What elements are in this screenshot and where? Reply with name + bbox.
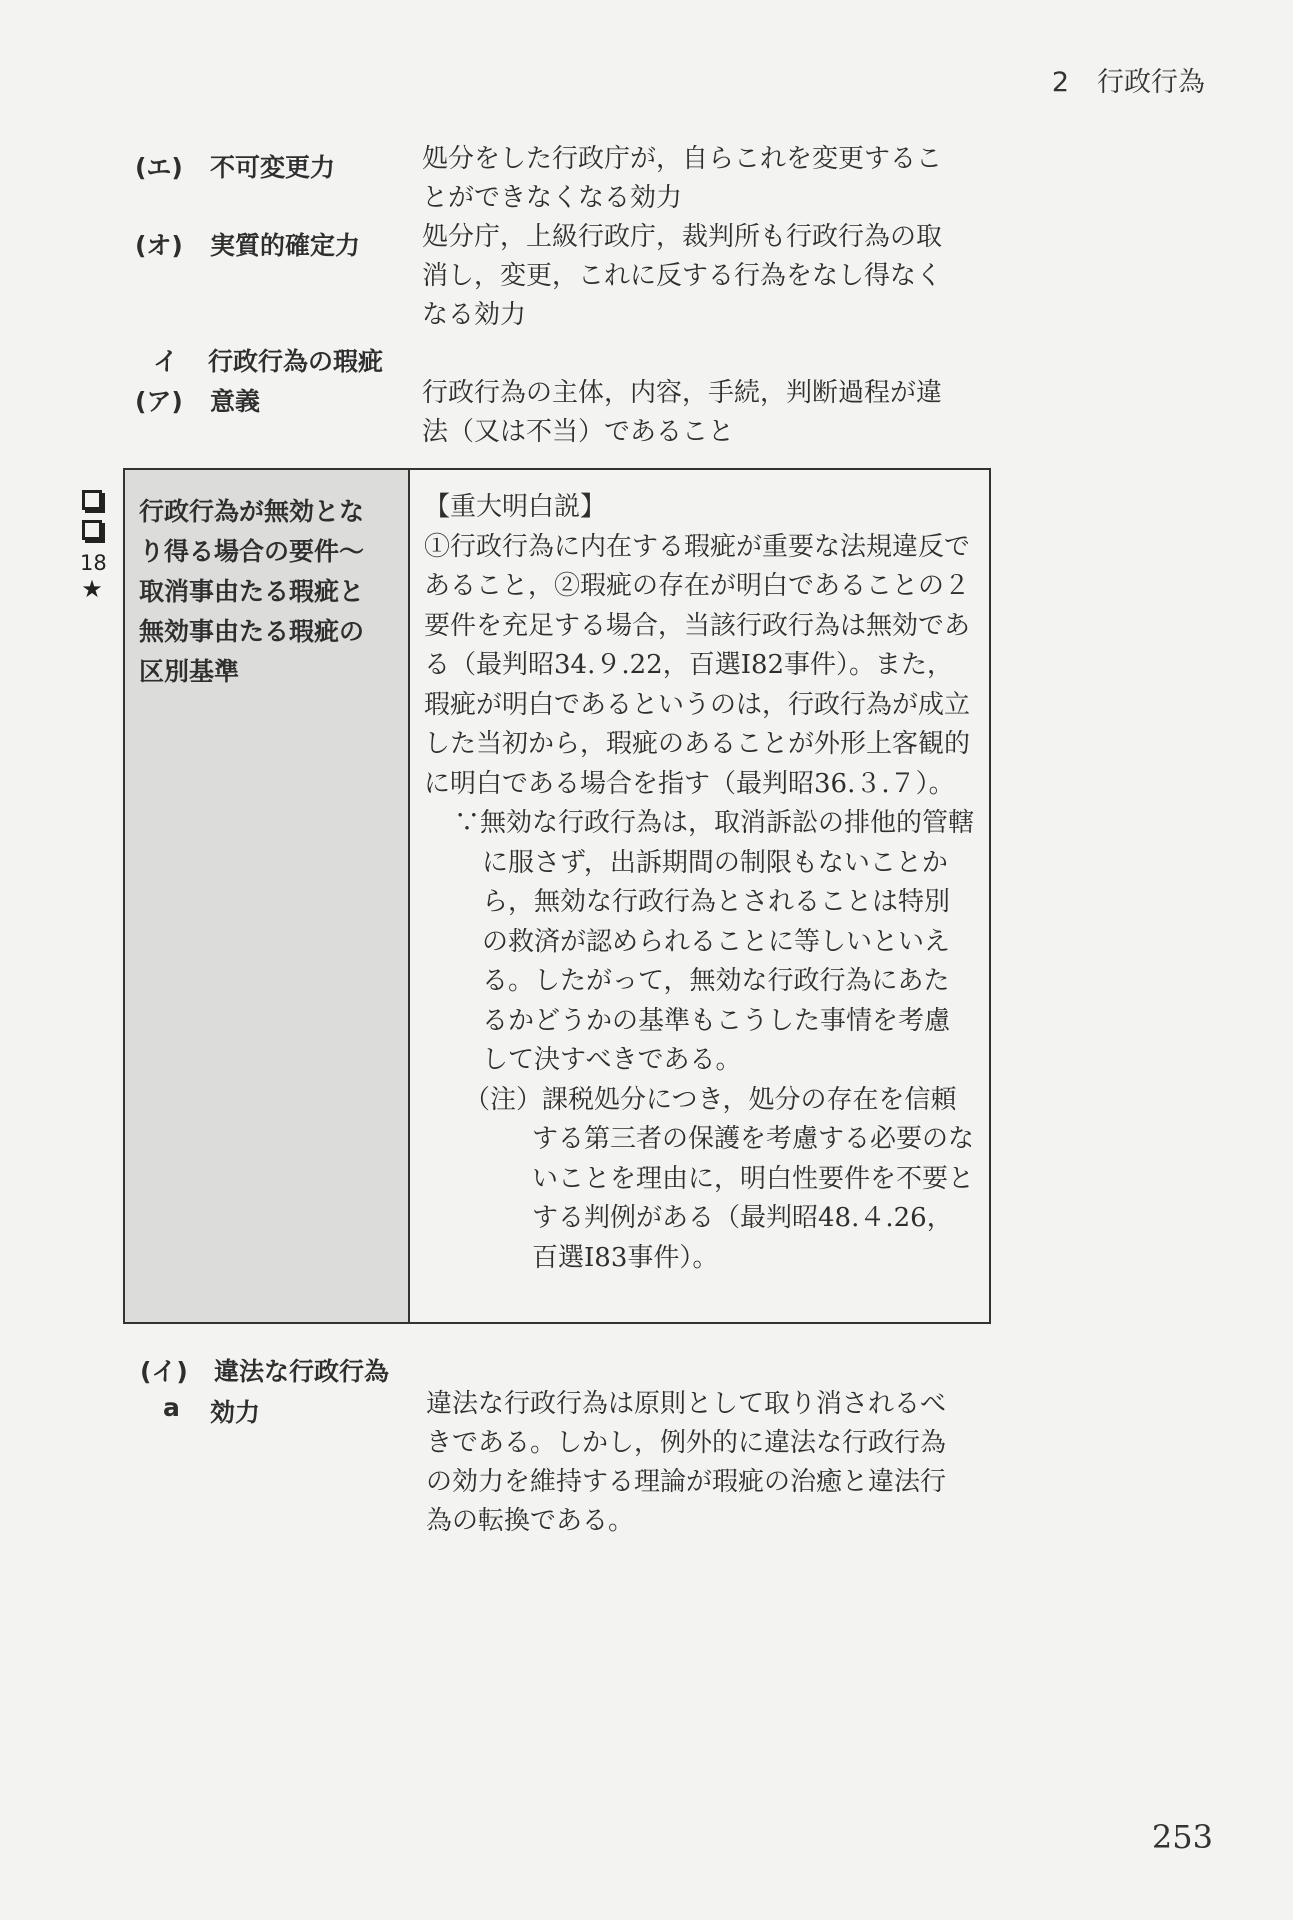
box-topic	[125, 470, 410, 1322]
theory-name: 【重大明白説】	[424, 492, 607, 522]
entry-title-e: 不可変更力	[210, 153, 336, 182]
entry-label-e: (エ)	[135, 153, 183, 182]
section-number: 2	[1051, 67, 1069, 98]
entry-desc-o: 処分庁，上級行政庁，裁判所も行政行為の取消し，変更，これに反する行為をなし得なくなる効力	[422, 222, 943, 330]
box-topic-line: 取消事由たる瑕疵と	[139, 577, 365, 606]
running-header	[1052, 60, 1205, 99]
checkbox-icon	[82, 490, 102, 510]
theory-note: （注）課税処分につき，処分の存在を信頼する第三者の保護を考慮する必要のないことを理由に，明白性要件を不要とする判例がある（最判昭48.４.26，百選Ⅰ83事件）。	[464, 1084, 975, 1273]
box-topic-line: 行政行為が無効とな	[139, 497, 365, 526]
star-icon: ★	[81, 575, 103, 603]
entry-label-ii: (イ)	[140, 1357, 188, 1386]
entry-title-o: 実質的確定力	[210, 231, 361, 260]
box-topic-line: 無効事由たる瑕疵の	[139, 617, 365, 646]
heading-title-i: 行政行為の瑕疵	[208, 347, 384, 376]
checkbox-icon	[82, 520, 102, 540]
entry-label-o: (オ)	[135, 231, 183, 260]
box-topic-line: 区別基準	[139, 657, 240, 686]
theory-main-text: ①行政行為に内在する瑕疵が重要な法規違反であること，②瑕疵の存在が明白であることの２要件を充足する場合，当該行政行為は無効である（最判昭34.９.22，百選Ⅰ82事件）。また，瑕疵が明白であるというのは，行政行為が成立した当初から，瑕疵のあることが外形上客観的に明白である場合を指す（最判昭36.３.７）。	[424, 531, 971, 799]
entry-label-a: (ア)	[135, 387, 183, 416]
section-title: 行政行為	[1097, 67, 1205, 98]
entry-label-ii-a: a	[163, 1393, 180, 1422]
entry-desc-e: 処分をした行政庁が，自らこれを変更することができなくなる効力	[422, 144, 943, 213]
heading-label-i: イ	[153, 347, 179, 376]
entry-title-a: 意義	[210, 387, 261, 416]
theory-reason: ∵無効な行政行為は，取消訴訟の排他的管轄に服さず，出訴期間の制限もないことから，無効な行政行為とされることは特別の救済が認められることに等しいといえる。したがって，無効な行政行為にあたるかどうかの基準もこうした事情を考慮して決すべきである。	[454, 808, 975, 1075]
box-content	[410, 470, 989, 1322]
key-point-box	[123, 468, 991, 1324]
entry-title-ii: 違法な行政行為	[214, 1357, 390, 1386]
entry-desc-ii-a: 違法な行政行為は原則として取り消されるべきである。しかし，例外的に違法な行政行為の効力を維持する理論が瑕疵の治癒と違法行為の転換である。	[426, 1389, 947, 1536]
entry-desc-a: 行政行為の主体，内容，手続，判断過程が違法（又は不当）であること	[422, 378, 943, 447]
margin-number: 18	[80, 551, 107, 575]
margin-marks	[80, 490, 107, 603]
page-number: 253	[1151, 1818, 1213, 1856]
entry-title-ii-a: 効力	[210, 1398, 261, 1427]
box-topic-line: り得る場合の要件～	[139, 537, 365, 566]
